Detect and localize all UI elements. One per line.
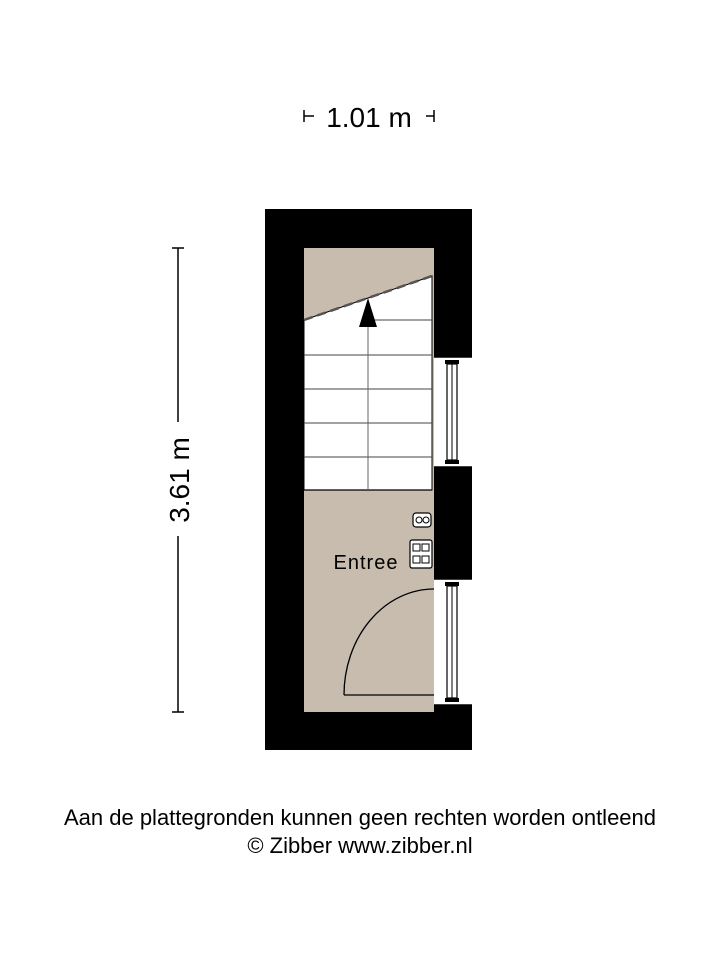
room-label-entree: Entree	[333, 552, 399, 574]
window-lower	[434, 579, 472, 705]
meter-icon	[413, 513, 431, 527]
height-dimension	[164, 248, 195, 712]
width-dimension	[304, 102, 434, 133]
width-label: 1.01 m	[326, 102, 412, 133]
copyright-text: © Zibber www.zibber.nl	[247, 833, 473, 858]
height-label: 3.61 m	[164, 437, 195, 523]
window-upper	[434, 357, 472, 467]
electric-panel-icon	[410, 540, 432, 568]
disclaimer-text: Aan de plattegronden kunnen geen rechten worden ontleend	[63, 805, 657, 830]
